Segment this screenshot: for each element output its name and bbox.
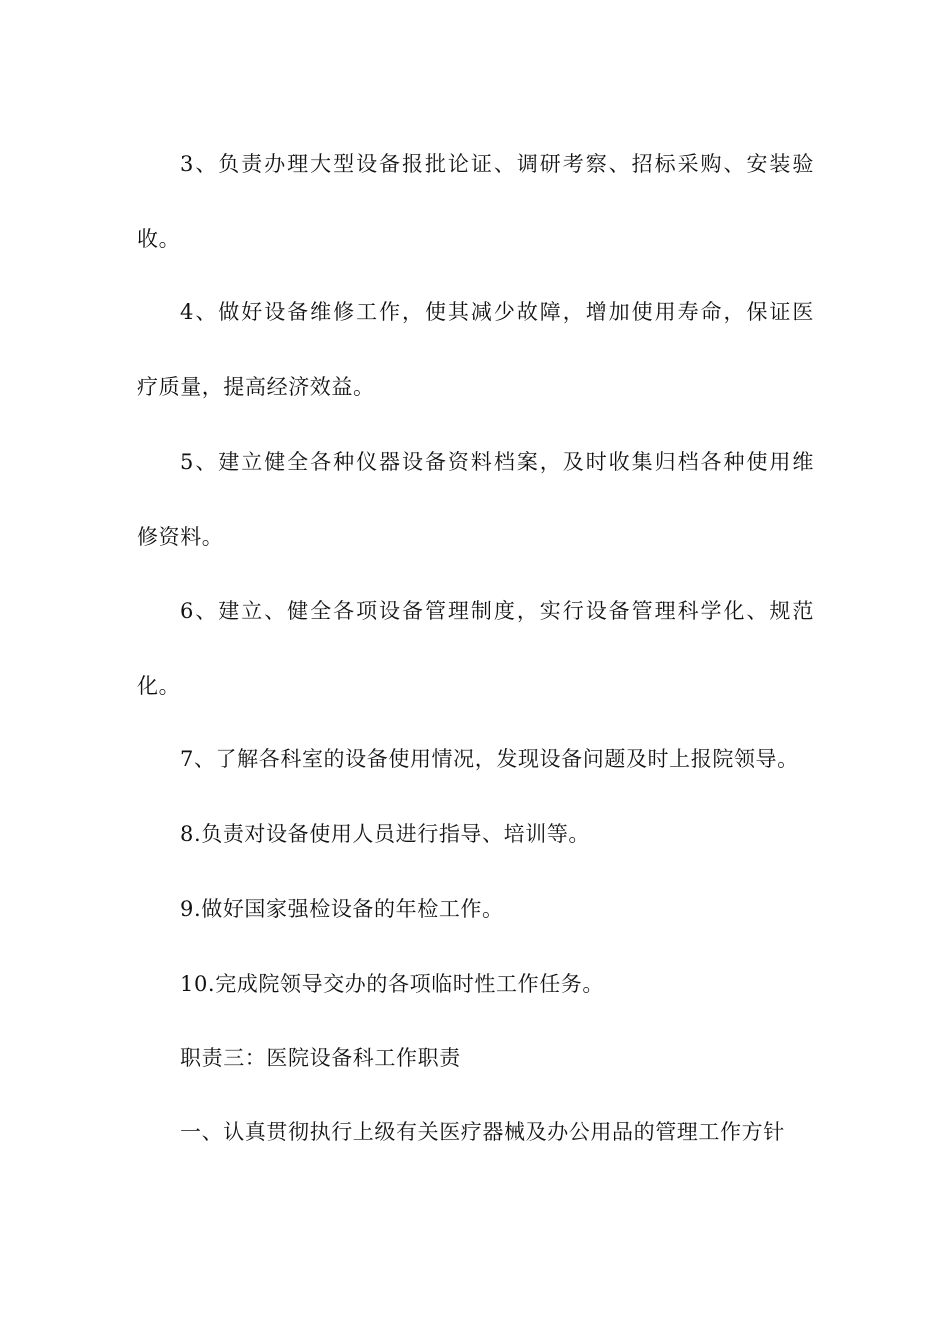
paragraph-4-line-2: 疗质量，提高经济效益。 xyxy=(137,375,375,399)
paragraph-7: 7、了解各科室的设备使用情况，发现设备问题及时上报院领导。 xyxy=(180,747,799,771)
paragraph-9: 9.做好国家强检设备的年检工作。 xyxy=(180,897,504,921)
section-heading: 职责三：医院设备科工作职责 xyxy=(180,1046,461,1070)
paragraph-6-line-1: 6、建立、健全各项设备管理制度，实行设备管理科学化、规范 xyxy=(180,599,814,623)
paragraph-5-line-2: 修资料。 xyxy=(137,525,224,549)
paragraph-8: 8.负责对设备使用人员进行指导、培训等。 xyxy=(180,822,591,846)
paragraph-3-line-1: 3、负责办理大型设备报批论证、调研考察、招标采购、安装验 xyxy=(180,152,814,176)
section-item-1: 一、认真贯彻执行上级有关医疗器械及办公用品的管理工作方针 xyxy=(180,1120,785,1144)
paragraph-6-line-2: 化。 xyxy=(137,674,181,698)
paragraph-3-line-2: 收。 xyxy=(137,227,181,251)
paragraph-10: 10.完成院领导交办的各项临时性工作任务。 xyxy=(180,972,604,996)
paragraph-4-line-1: 4、做好设备维修工作，使其减少故障，增加使用寿命，保证医 xyxy=(180,300,814,324)
paragraph-5-line-1: 5、建立健全各种仪器设备资料档案，及时收集归档各种使用维 xyxy=(180,450,814,474)
